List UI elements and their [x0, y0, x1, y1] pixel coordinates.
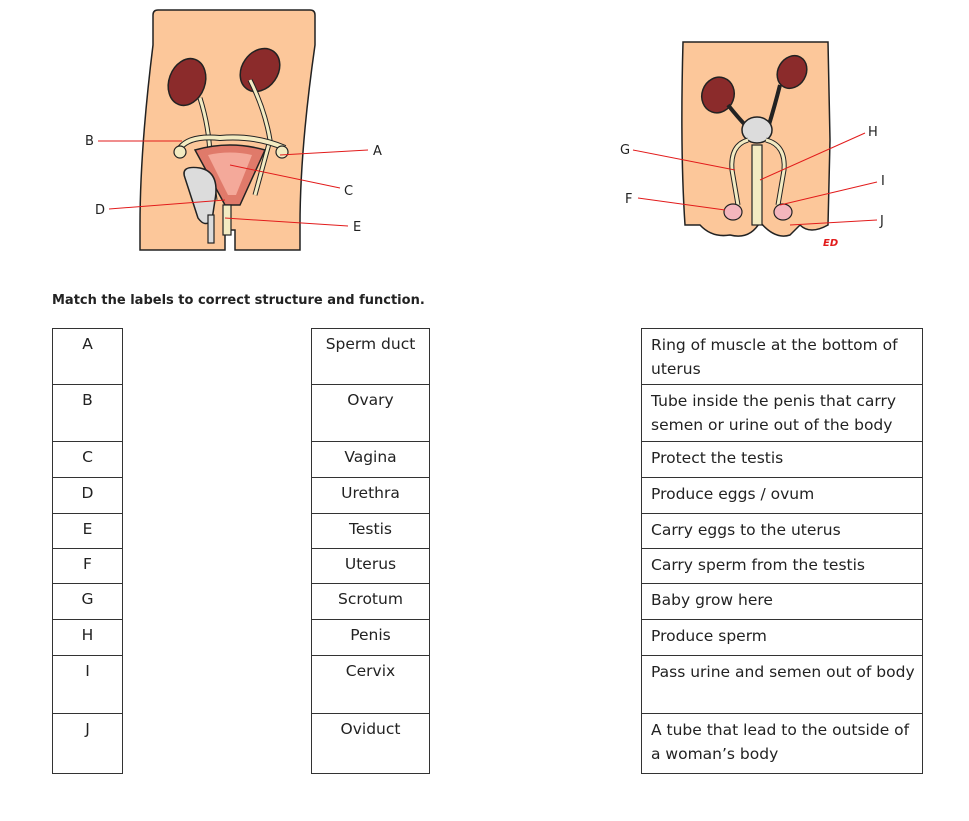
function-cell: A tube that lead to the outside of a woman’s body [642, 714, 923, 774]
function-cell: Produce sperm [642, 620, 923, 656]
function-cell: Produce eggs / ovum [642, 478, 923, 514]
structure-cell: Uterus [312, 549, 430, 584]
ed-logo: ED [823, 238, 839, 249]
letter-cell: D [53, 478, 123, 514]
structures-column [311, 328, 430, 774]
testis-right [774, 204, 792, 220]
label-a: A [373, 144, 382, 159]
letter-cell: C [53, 442, 123, 478]
letter-cell: H [53, 620, 123, 656]
structure-cell: Cervix [312, 656, 430, 714]
letter-cell: J [53, 714, 123, 774]
letter-cell: A [53, 329, 123, 385]
urethra [208, 215, 214, 243]
structure-cell: Oviduct [312, 714, 430, 774]
structure-cell: Sperm duct [312, 329, 430, 385]
function-cell: Baby grow here [642, 584, 923, 620]
structure-cell: Penis [312, 620, 430, 656]
label-h: H [868, 125, 878, 140]
letters-column [52, 328, 123, 774]
structure-cell: Vagina [312, 442, 430, 478]
function-cell: Ring of muscle at the bottom of uterus [642, 329, 923, 385]
label-g: G [620, 143, 631, 158]
letter-cell: B [53, 385, 123, 442]
function-cell: Pass urine and semen out of body [642, 656, 923, 714]
letter-cell: F [53, 549, 123, 584]
structure-cell: Urethra [312, 478, 430, 514]
label-i: I [881, 174, 885, 189]
label-j: J [880, 214, 884, 229]
letter-cell: I [53, 656, 123, 714]
letter-cell: E [53, 514, 123, 549]
instruction-text: Match the labels to correct structure and function. [52, 293, 425, 308]
label-f: F [625, 192, 633, 207]
structure-cell: Testis [312, 514, 430, 549]
male-reproductive-diagram [600, 0, 920, 260]
letter-cell: G [53, 584, 123, 620]
ovary-left [174, 146, 186, 158]
vagina [223, 205, 231, 235]
penis [752, 145, 762, 225]
label-e: E [353, 220, 362, 235]
structure-cell: Scrotum [312, 584, 430, 620]
function-cell: Tube inside the penis that carry semen or urine out of the body [642, 385, 923, 442]
function-cell: Protect the testis [642, 442, 923, 478]
label-b: B [85, 134, 94, 149]
ovary-right [276, 146, 288, 158]
female-reproductive-diagram [60, 0, 400, 260]
testis-left [724, 204, 742, 220]
label-c: C [344, 184, 354, 199]
function-cell: Carry eggs to the uterus [642, 514, 923, 549]
functions-column [641, 328, 923, 774]
structure-cell: Ovary [312, 385, 430, 442]
label-d: D [95, 203, 106, 218]
function-cell: Carry sperm from the testis [642, 549, 923, 584]
